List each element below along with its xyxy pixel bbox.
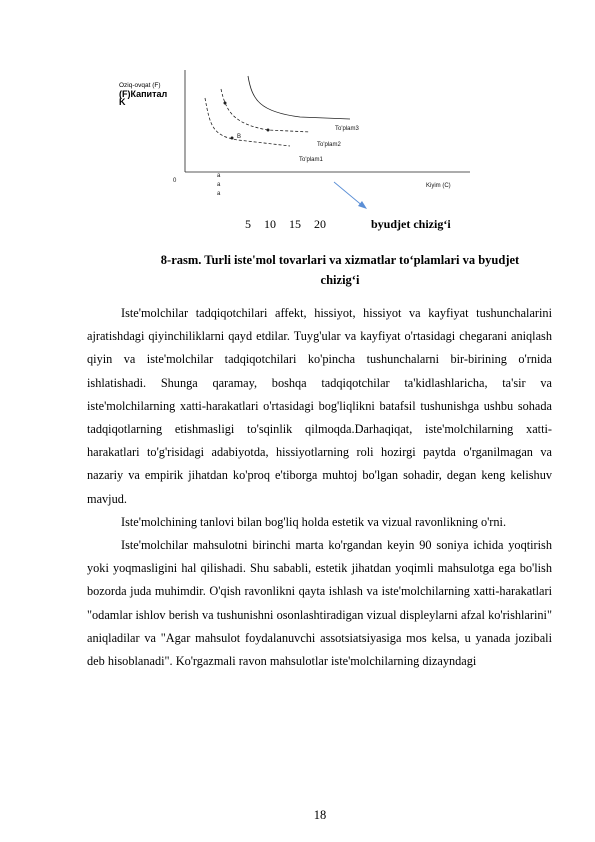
curve-toplam2	[221, 89, 310, 132]
budget-arrowhead	[358, 201, 367, 209]
curve-label-toplam1: To'plam1	[299, 157, 323, 163]
origin-label: 0	[173, 178, 177, 184]
y-axis-label	[119, 82, 167, 106]
y-axis-label-line3: K	[119, 97, 126, 107]
point-b	[231, 137, 234, 140]
curve-label-toplam3: To'plam3	[335, 126, 359, 132]
x-axis-ticks	[245, 217, 336, 232]
x-axis-label: Kiyim (C)	[426, 183, 451, 189]
tick-label: 15	[289, 217, 301, 231]
figure-caption	[110, 250, 570, 290]
caption-line2: chizig‘i	[320, 273, 360, 287]
point-a	[224, 102, 227, 105]
tick-label: 5	[245, 217, 251, 231]
point-c	[267, 129, 270, 132]
budget-line-label: byudjet chizig‘i	[371, 217, 451, 231]
axis-letter-3: a	[217, 191, 221, 197]
tick-label: 10	[264, 217, 276, 231]
y-axis-label-line1: Oziq-ovqat (F)	[119, 82, 161, 89]
point-label-b: B	[237, 134, 242, 140]
tick-label: 20	[314, 217, 326, 231]
budget-arrow	[334, 182, 364, 207]
curve-label-toplam2: To'plam2	[317, 142, 341, 148]
axis-letter-2: a	[217, 182, 221, 188]
curve-toplam1	[205, 98, 290, 146]
paragraph-2: Iste'molchining tanlovi bilan bog'liq holda estetik va vizual ravonlikning o'rni.	[121, 514, 507, 529]
paragraph-1: Iste'molchilar tadqiqotchilari affekt, hissiyot, hissiyot va kayfiyat tushunchalarini ajratishdagi qiyinchiliklarni qayd etdilar. Tuyg'ular va kayfiyat o'rtasidagi chegarani aniqlash qiyin va iste'molchilar tadqiqotchilari ko'pincha tushunchalarni bir-birining o'rnida ishlatishadi. Shunga qaramay, boshqa tadqiqotchilar ta'kidlashlaricha, ta'sir va iste'molchilarning xatti-harakatlari o'rtasidagi bog'liqlikni batafsil tushunishga ushbu sohada tadqiqotlarning etishmasligi to'sqinlik qilmoqda.Darhaqiqat, iste'molchilarning xatti-harakatlari to'g'risidagi adabiyotda, hissiyotlarning roli hozirgi paytda o'rganilmagan va nazariy va empirik jihatdan ko'proq e'tiborga muhtoj bo'lgan sohadir, degan keng kelishuv mavjud.	[87, 306, 552, 506]
figure-diagram	[0, 0, 595, 240]
axis-letter-1: a	[217, 173, 221, 179]
body-text	[87, 302, 552, 673]
paragraph-3: Iste'molchilar mahsulotni birinchi marta ko'rgandan keyin 90 soniya ichida yoqtirish yoki yoqmasligini hal qilishadi. Shu sababli, estetik jihatdan yoqimli mahsulotga ega bo'lish bozorda juda muhimdir. O'qish ravonlikni qayta ishlash va iste'molchilarning xatti-harakatlari "odamlar ishlov berish va tushunishni osonlashtiradigan vizual displeylarni afzal ko'rishlarini" aniqladilar va "Agar mahsulot foydalanuvchi assotsiatsiyasiga mos kelsa, u yanada jozibali deb hisoblanadi". Ko'rgazmali ravon mahsulotlar iste'molchilarning dizayndagi	[87, 538, 552, 669]
page-number: 18	[313, 808, 327, 822]
y-axis-label-line2: (F)Капитал	[119, 89, 168, 99]
indifference-curve-figure	[0, 0, 595, 290]
curve-toplam3	[248, 76, 350, 119]
caption-line1: 8-rasm. Turli iste'mol tovarlari va xizmatlar to‘plamlari va byudjet	[160, 253, 520, 267]
